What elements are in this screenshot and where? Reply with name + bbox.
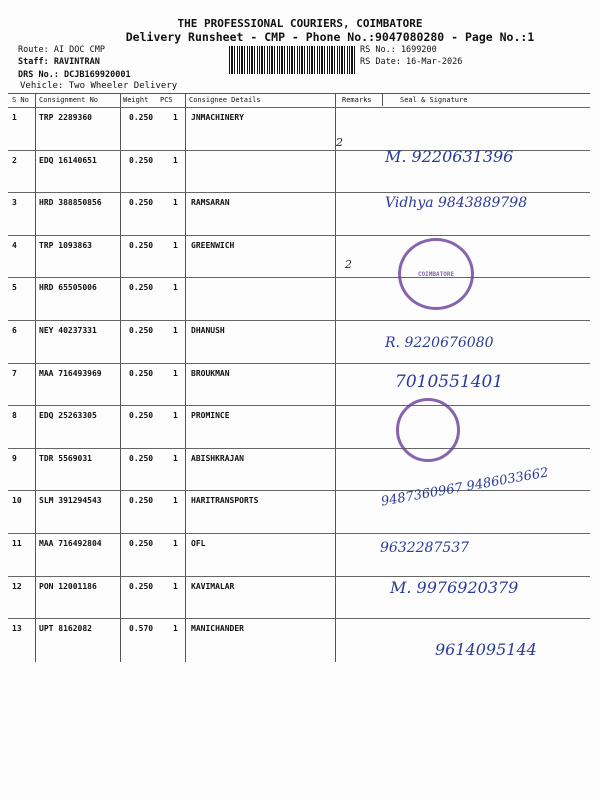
col-weight: Weight bbox=[123, 96, 149, 104]
row-weight: 0.250 bbox=[129, 326, 154, 335]
row-weight: 0.250 bbox=[129, 368, 154, 378]
row-pcs: 1 bbox=[173, 453, 178, 463]
row-sno: 11 bbox=[12, 539, 22, 548]
row-weight: 0.250 bbox=[129, 453, 154, 463]
signature: M. 9220631396 bbox=[385, 147, 514, 166]
row-consignment-no: MAA 716492804 bbox=[39, 539, 102, 548]
table-row bbox=[8, 235, 590, 279]
table-row bbox=[8, 533, 590, 577]
table-row bbox=[8, 320, 590, 364]
row-weight: 0.250 bbox=[129, 113, 154, 122]
row-consignment-no: EDQ 16140651 bbox=[39, 155, 97, 165]
row-consignee: ABISHKRAJAN bbox=[191, 453, 244, 463]
signature: 9487360967 9486033662 bbox=[379, 465, 550, 510]
signature: Vidhya 9843889798 bbox=[385, 195, 528, 211]
table-row bbox=[8, 490, 590, 534]
row-pcs: 1 bbox=[173, 155, 178, 165]
row-consignee: BROUKMAN bbox=[191, 368, 230, 378]
row-weight: 0.250 bbox=[129, 581, 154, 591]
signature: 7010551401 bbox=[395, 372, 504, 392]
table-row bbox=[8, 405, 590, 449]
row-consignee: MANICHANDER bbox=[191, 624, 244, 634]
row-sno: 13 bbox=[12, 624, 22, 634]
row-consignee: KAVIMALAR bbox=[191, 581, 235, 591]
row-sno: 1 bbox=[12, 113, 17, 122]
row-pcs: 1 bbox=[173, 198, 178, 208]
row-sno: 2 bbox=[12, 155, 17, 165]
row-sno: 9 bbox=[12, 453, 17, 463]
column-divider bbox=[382, 94, 383, 106]
col-remarks: Remarks bbox=[342, 96, 372, 104]
row-pcs: 1 bbox=[173, 581, 178, 591]
table-row bbox=[8, 107, 590, 151]
row-weight: 0.250 bbox=[129, 155, 154, 165]
row-consignee: PROMINCE bbox=[191, 411, 230, 421]
row-weight: 0.570 bbox=[129, 624, 154, 634]
rs-number: RS No.: 1699200 bbox=[360, 45, 437, 55]
vehicle: Vehicle: Two Wheeler Delivery bbox=[20, 81, 178, 91]
row-sno: 12 bbox=[12, 581, 22, 591]
signature: R. 9220676080 bbox=[385, 335, 494, 351]
remark-mark: 2 bbox=[336, 136, 343, 149]
row-weight: 0.250 bbox=[129, 539, 154, 548]
row-pcs: 1 bbox=[173, 113, 178, 122]
row-consignment-no: MAA 716493969 bbox=[39, 368, 102, 378]
row-consignee: OFL bbox=[191, 539, 206, 548]
table-row bbox=[8, 277, 590, 321]
staff: Staff: RAVINTRAN bbox=[18, 57, 100, 67]
rs-date: RS Date: 16-Mar-2026 bbox=[360, 57, 463, 67]
row-pcs: 1 bbox=[173, 283, 178, 293]
col-seal: Seal & Signature bbox=[400, 96, 468, 104]
row-pcs: 1 bbox=[173, 624, 178, 634]
signature: 9632287537 bbox=[380, 540, 470, 556]
row-sno: 8 bbox=[12, 411, 17, 421]
row-pcs: 1 bbox=[173, 368, 178, 378]
route: Route: AI DOC CMP bbox=[18, 45, 105, 55]
col-pcs: PCS bbox=[160, 96, 173, 104]
row-consignment-no: EDQ 25263305 bbox=[39, 411, 97, 421]
row-pcs: 1 bbox=[173, 240, 178, 250]
row-consignee: RAMSARAN bbox=[191, 198, 230, 208]
row-sno: 10 bbox=[12, 496, 22, 506]
col-consignment: Consignment No bbox=[39, 96, 99, 104]
row-consignment-no: NEY 40237331 bbox=[39, 326, 97, 335]
document-title: THE PROFESSIONAL COURIERS, COIMBATORE bbox=[177, 17, 423, 30]
row-consignee: JNMACHINERY bbox=[191, 113, 244, 122]
company-stamp: COIMBATORE bbox=[398, 238, 474, 310]
row-weight: 0.250 bbox=[129, 496, 154, 506]
signature: 9614095144 bbox=[435, 640, 537, 659]
row-pcs: 1 bbox=[173, 539, 178, 548]
row-pcs: 1 bbox=[173, 496, 178, 506]
company-stamp bbox=[396, 398, 460, 462]
row-consignee: GREENWICH bbox=[191, 240, 235, 250]
signature: M. 9976920379 bbox=[390, 578, 519, 597]
row-pcs: 1 bbox=[173, 326, 178, 335]
row-weight: 0.250 bbox=[129, 198, 154, 208]
col-sno: S No bbox=[12, 96, 29, 104]
row-pcs: 1 bbox=[173, 411, 178, 421]
row-consignee: DHANUSH bbox=[191, 326, 225, 335]
barcode bbox=[229, 46, 357, 74]
row-sno: 7 bbox=[12, 368, 17, 378]
document-subtitle: Delivery Runsheet - CMP - Phone No.:9047080280 - Page No.:1 bbox=[125, 30, 535, 44]
remark-mark: 2 bbox=[345, 258, 352, 271]
row-consignment-no: TRP 2289360 bbox=[39, 113, 92, 122]
row-sno: 6 bbox=[12, 326, 17, 335]
row-consignment-no: TRP 1093863 bbox=[39, 240, 92, 250]
row-consignment-no: HRD 65505006 bbox=[39, 283, 97, 293]
row-consignment-no: PON 12001186 bbox=[39, 581, 97, 591]
col-consignee: Consignee Details bbox=[189, 96, 261, 104]
row-sno: 4 bbox=[12, 240, 17, 250]
row-consignment-no: HRD 388850856 bbox=[39, 198, 102, 208]
row-weight: 0.250 bbox=[129, 411, 154, 421]
row-consignment-no: TDR 5569031 bbox=[39, 453, 92, 463]
row-consignee: HARITRANSPORTS bbox=[191, 496, 259, 506]
row-sno: 5 bbox=[12, 283, 17, 293]
drs-number: DRS No.: DCJB169920001 bbox=[18, 70, 131, 80]
row-sno: 3 bbox=[12, 198, 17, 208]
row-weight: 0.250 bbox=[129, 283, 154, 293]
row-consignment-no: UPT 8162082 bbox=[39, 624, 92, 634]
row-consignment-no: SLM 391294543 bbox=[39, 496, 102, 506]
row-weight: 0.250 bbox=[129, 240, 154, 250]
